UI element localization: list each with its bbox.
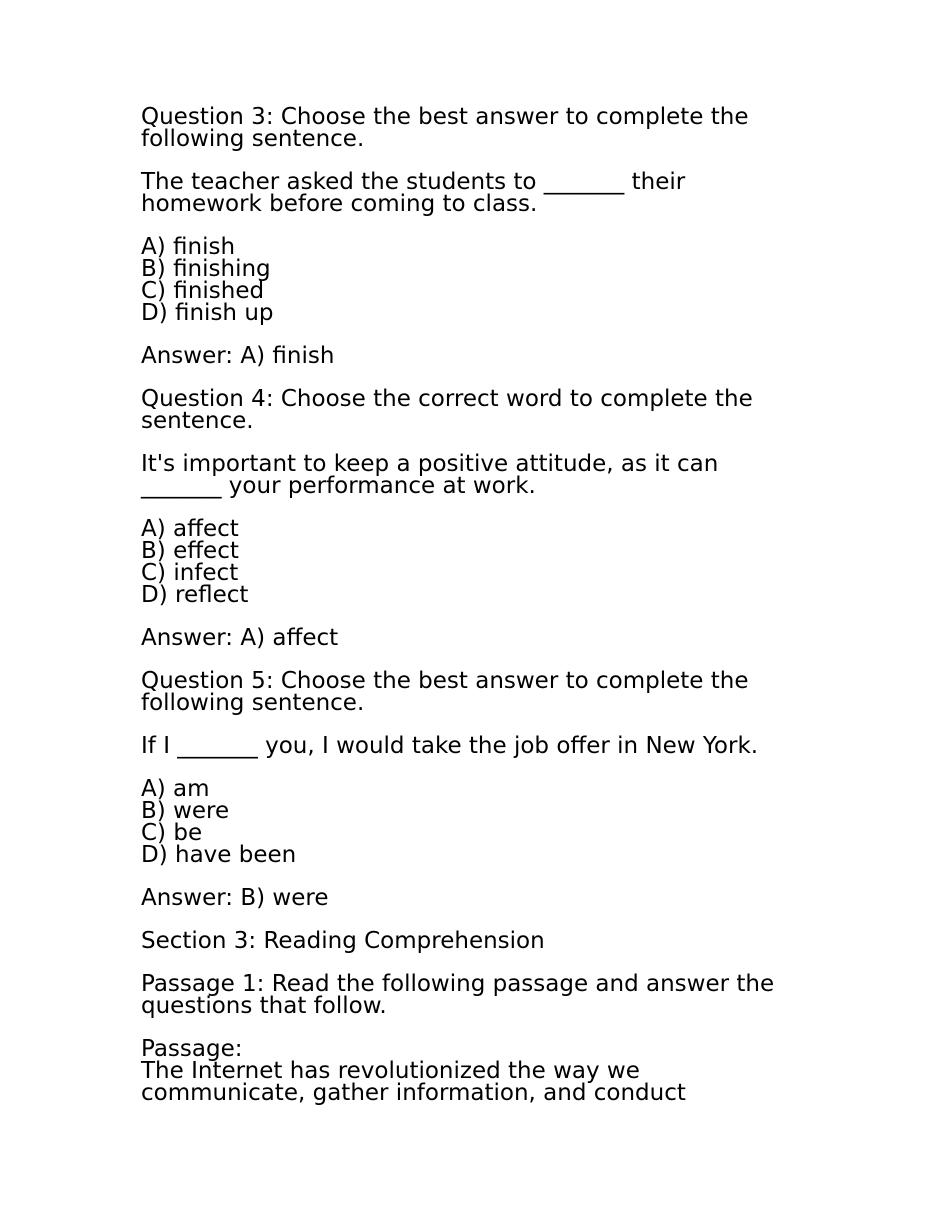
question-3-option-a: A) finish — [141, 234, 236, 260]
question-3-option-c: C) finished — [141, 278, 265, 304]
question-3-option-d: D) finish up — [141, 300, 274, 326]
question-4-answer — [141, 627, 821, 649]
passage-text-line-1: The Internet has revolutionized the way we — [141, 1058, 640, 1084]
passage-1-instruction-line-1: Passage 1: Read the following passage and answer the — [141, 971, 775, 997]
question-3-prompt — [141, 106, 821, 150]
question-3-options — [141, 236, 821, 324]
passage-text-line-2: communicate, gather information, and conduct — [141, 1080, 686, 1106]
question-3-prompt-line-2: following sentence. — [141, 126, 365, 152]
question-5-options — [141, 778, 821, 866]
question-3-option-b: B) finishing — [141, 256, 271, 282]
question-4-option-b: B) effect — [141, 538, 239, 564]
passage-1-instruction-line-2: questions that follow. — [141, 993, 387, 1019]
question-4-answer-text: Answer: A) affect — [141, 625, 339, 651]
question-4-option-c: C) infect — [141, 560, 239, 586]
question-3-sentence-line-2: homework before coming to class. — [141, 191, 538, 217]
question-4-prompt — [141, 388, 821, 432]
question-5-prompt-line-1: Question 5: Choose the best answer to complete the — [141, 668, 749, 694]
question-4-option-a: A) affect — [141, 516, 239, 542]
question-3-answer — [141, 345, 821, 367]
question-3-prompt-line-1: Question 3: Choose the best answer to complete the — [141, 104, 749, 130]
passage-1-instruction — [141, 973, 821, 1017]
question-4-options — [141, 518, 821, 606]
question-4-option-d: D) reflect — [141, 582, 249, 608]
passage-1-body — [141, 1038, 821, 1104]
question-4-prompt-line-1: Question 4: Choose the correct word to complete the — [141, 386, 753, 412]
question-4-sentence-line-2: _______ your performance at work. — [141, 473, 536, 499]
question-5-sentence — [141, 735, 821, 757]
question-4-prompt-line-2: sentence. — [141, 408, 254, 434]
question-4-sentence — [141, 453, 821, 497]
question-5-sentence-line-1: If I _______ you, I would take the job offer in New York. — [141, 733, 759, 759]
question-5-answer-text: Answer: B) were — [141, 885, 329, 911]
section-heading-text: Section 3: Reading Comprehension — [141, 928, 545, 954]
document-page — [141, 106, 821, 1125]
section-heading — [141, 930, 821, 952]
question-5-option-b: B) were — [141, 798, 230, 824]
passage-label: Passage: — [141, 1036, 243, 1062]
question-5-option-d: D) have been — [141, 842, 297, 868]
question-5-prompt-line-2: following sentence. — [141, 690, 365, 716]
question-5-option-a: A) am — [141, 776, 210, 802]
question-3-sentence — [141, 171, 821, 215]
question-3-sentence-line-1: The teacher asked the students to _______ their — [141, 169, 686, 195]
question-5-answer — [141, 887, 821, 909]
question-5-option-c: C) be — [141, 820, 203, 846]
question-4-sentence-line-1: It's important to keep a positive attitude, as it can — [141, 451, 719, 477]
question-3-answer-text: Answer: A) finish — [141, 343, 335, 369]
question-5-prompt — [141, 670, 821, 714]
